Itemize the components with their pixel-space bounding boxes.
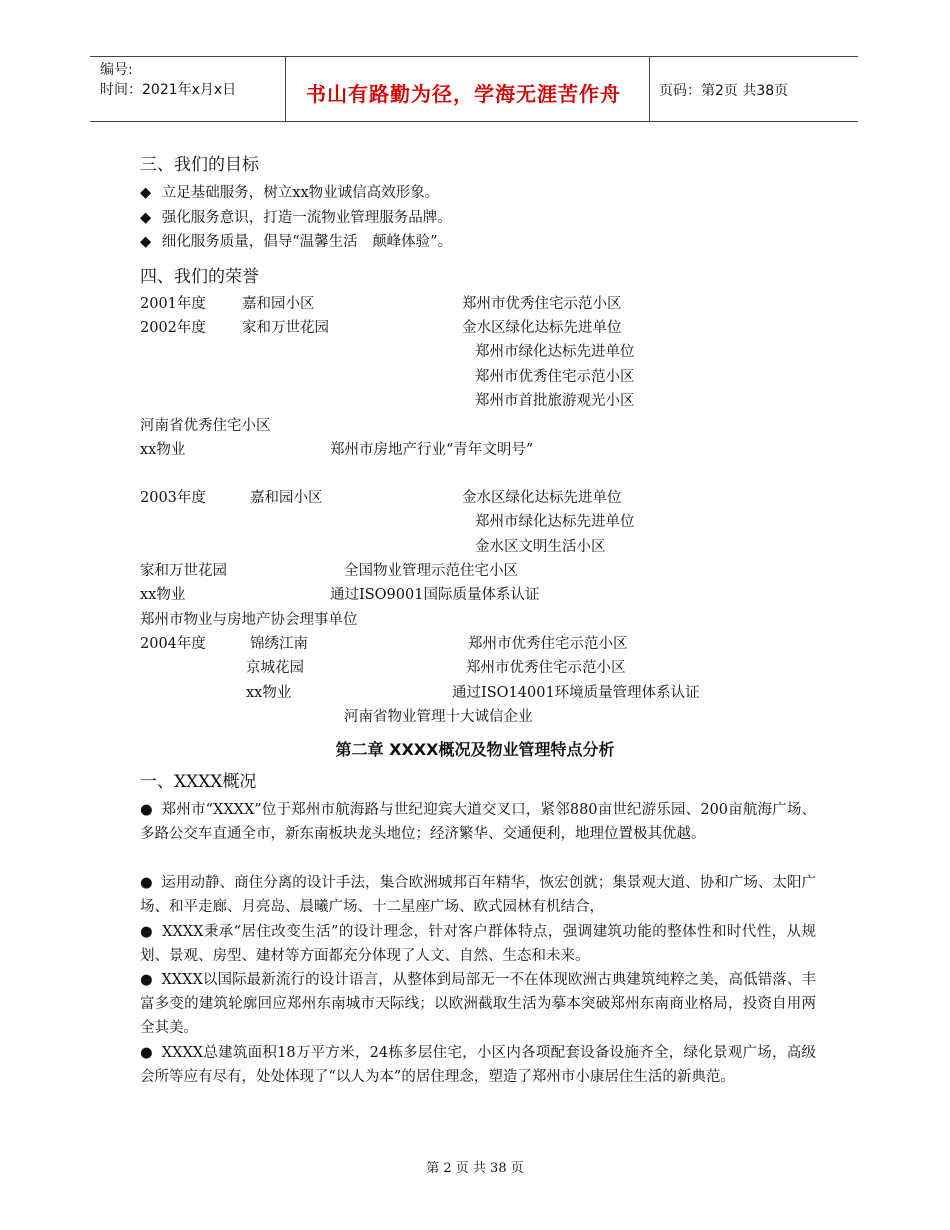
- honor-year: 2002年度: [140, 320, 206, 336]
- goal-item: [140, 206, 452, 230]
- honor-place: xx物业: [246, 685, 292, 701]
- honor-award: 郑州市优秀住宅示范小区: [466, 660, 626, 676]
- paragraph-text: 郑州市“XXXX”位于郑州市航海路与世纪迎宾大道交叉口，紧邻880亩世纪游乐园、200亩航海广场、多路公交车直通全市，新东南板块龙头地位；经济繁华、交通便利，地理位置极其优越。: [140, 802, 817, 842]
- honor-award: 金水区绿化达标先进单位: [462, 320, 622, 336]
- honor-award: 郑州市绿化达标先进单位: [475, 344, 635, 360]
- overview-paragraph: [140, 1041, 816, 1089]
- honor-award: 金水区文明生活小区: [475, 539, 606, 555]
- honor-award: 郑州市房地产行业“青年文明号”: [330, 442, 534, 458]
- paragraph-text: XXXX以国际最新流行的设计语言，从整体到局部无一不在体现欧洲古典建筑纯粹之美，高低错落、丰富多变的建筑轮廓回应郑州东南城市天际线；以欧洲截取生活为摹本突破郑州东南商业格局，投资自用两全其美。: [140, 972, 817, 1036]
- document-number-label: 编号:: [100, 62, 133, 78]
- honor-award: 郑州市优秀住宅示范小区: [462, 296, 622, 312]
- diamond-bullet-icon: ◆: [140, 210, 152, 226]
- round-bullet-icon: ●: [140, 802, 153, 818]
- header-motto: 书山有路勤为径，学海无涯苦作舟: [306, 82, 621, 106]
- goal-text: 细化服务质量，倡导“温馨生活 颠峰体验”。: [161, 234, 453, 250]
- honor-year: 2001年度: [140, 296, 206, 312]
- honor-award: 通过ISO9001国际质量体系认证: [330, 587, 540, 603]
- honor-award: 郑州市优秀住宅示范小区: [475, 369, 635, 385]
- honor-place: 嘉和园小区: [250, 490, 323, 506]
- goal-text: 强化服务意识，打造一流物业管理服务品牌。: [161, 210, 452, 226]
- honor-place: xx物业: [140, 442, 186, 458]
- header-top-rule: [90, 56, 858, 57]
- overview-paragraph: [140, 871, 816, 919]
- honor-award: 郑州市首批旅游观光小区: [475, 393, 635, 409]
- honor-place: 京城花园: [246, 660, 304, 676]
- honor-place: 嘉和园小区: [242, 296, 315, 312]
- honor-place: xx物业: [140, 587, 186, 603]
- overview-paragraph: [140, 798, 816, 846]
- goals-heading: 三、我们的目标: [140, 155, 259, 175]
- round-bullet-icon: ●: [140, 875, 153, 891]
- honor-award: 郑州市绿化达标先进单位: [475, 514, 635, 530]
- goal-text: 立足基础服务，树立xx物业诚信高效形象。: [161, 185, 440, 201]
- page-footer: 第 2 页 共 38 页: [426, 1161, 524, 1176]
- honor-place: 家和万世花园: [242, 320, 329, 336]
- round-bullet-icon: ●: [140, 1045, 153, 1061]
- honor-award: 河南省物业管理十大诚信企业: [344, 709, 533, 725]
- overview-paragraph: [140, 968, 816, 1040]
- chapter-title: 第二章 XXXX概况及物业管理特点分析: [335, 740, 615, 759]
- honor-award: 全国物业管理示范住宅小区: [344, 563, 518, 579]
- honor-award: 通过ISO14001环境质量管理体系认证: [452, 685, 700, 701]
- paragraph-text: XXXX秉承“居住改变生活”的设计理念，针对客户群体特点，强调建筑功能的整体性和时代性，从规划、景观、房型、建材等方面都充分体现了人文、自然、生态和未来。: [140, 924, 817, 964]
- honor-place: 家和万世花园: [140, 563, 227, 579]
- section-heading: 一、XXXX概况: [140, 772, 257, 792]
- diamond-bullet-icon: ◆: [140, 234, 152, 250]
- round-bullet-icon: ●: [140, 972, 153, 988]
- honor-award: 金水区绿化达标先进单位: [462, 490, 622, 506]
- honor-award: 郑州市物业与房地产协会理事单位: [140, 612, 358, 628]
- honor-year: 2004年度: [140, 636, 206, 652]
- goal-item: [140, 181, 439, 205]
- overview-paragraph: [140, 920, 816, 968]
- honor-award: 河南省优秀住宅小区: [140, 418, 271, 434]
- honor-award: 郑州市优秀住宅示范小区: [468, 636, 628, 652]
- honors-heading: 四、我们的荣誉: [140, 267, 259, 287]
- header-bottom-rule: [90, 121, 858, 122]
- paragraph-text: XXXX总建筑面积18万平方米，24栋多层住宅，小区内各项配套设备设施齐全，绿化景观广场，高级会所等应有尽有，处处体现了“以人为本”的居住理念，塑造了郑州市小康居住生活的新典范。: [140, 1045, 817, 1085]
- honor-place: 锦绣江南: [250, 636, 308, 652]
- header-page-label: 页码：第2页 共38页: [659, 83, 789, 99]
- paragraph-text: 运用动静、商住分离的设计手法，集合欧洲城邦百年精华，恢宏创就；集景观大道、协和广场、太阳广场、和平走廊、月亮岛、晨曦广场、十二星座广场、欧式园林有机结合，: [140, 875, 817, 915]
- header-divider-left: [285, 56, 286, 122]
- honor-year: 2003年度: [140, 490, 206, 506]
- document-time-label: 时间：2021年x月x日: [100, 82, 237, 98]
- header-divider-right: [649, 56, 650, 122]
- goal-item: [140, 230, 452, 254]
- round-bullet-icon: ●: [140, 924, 154, 940]
- diamond-bullet-icon: ◆: [140, 185, 152, 201]
